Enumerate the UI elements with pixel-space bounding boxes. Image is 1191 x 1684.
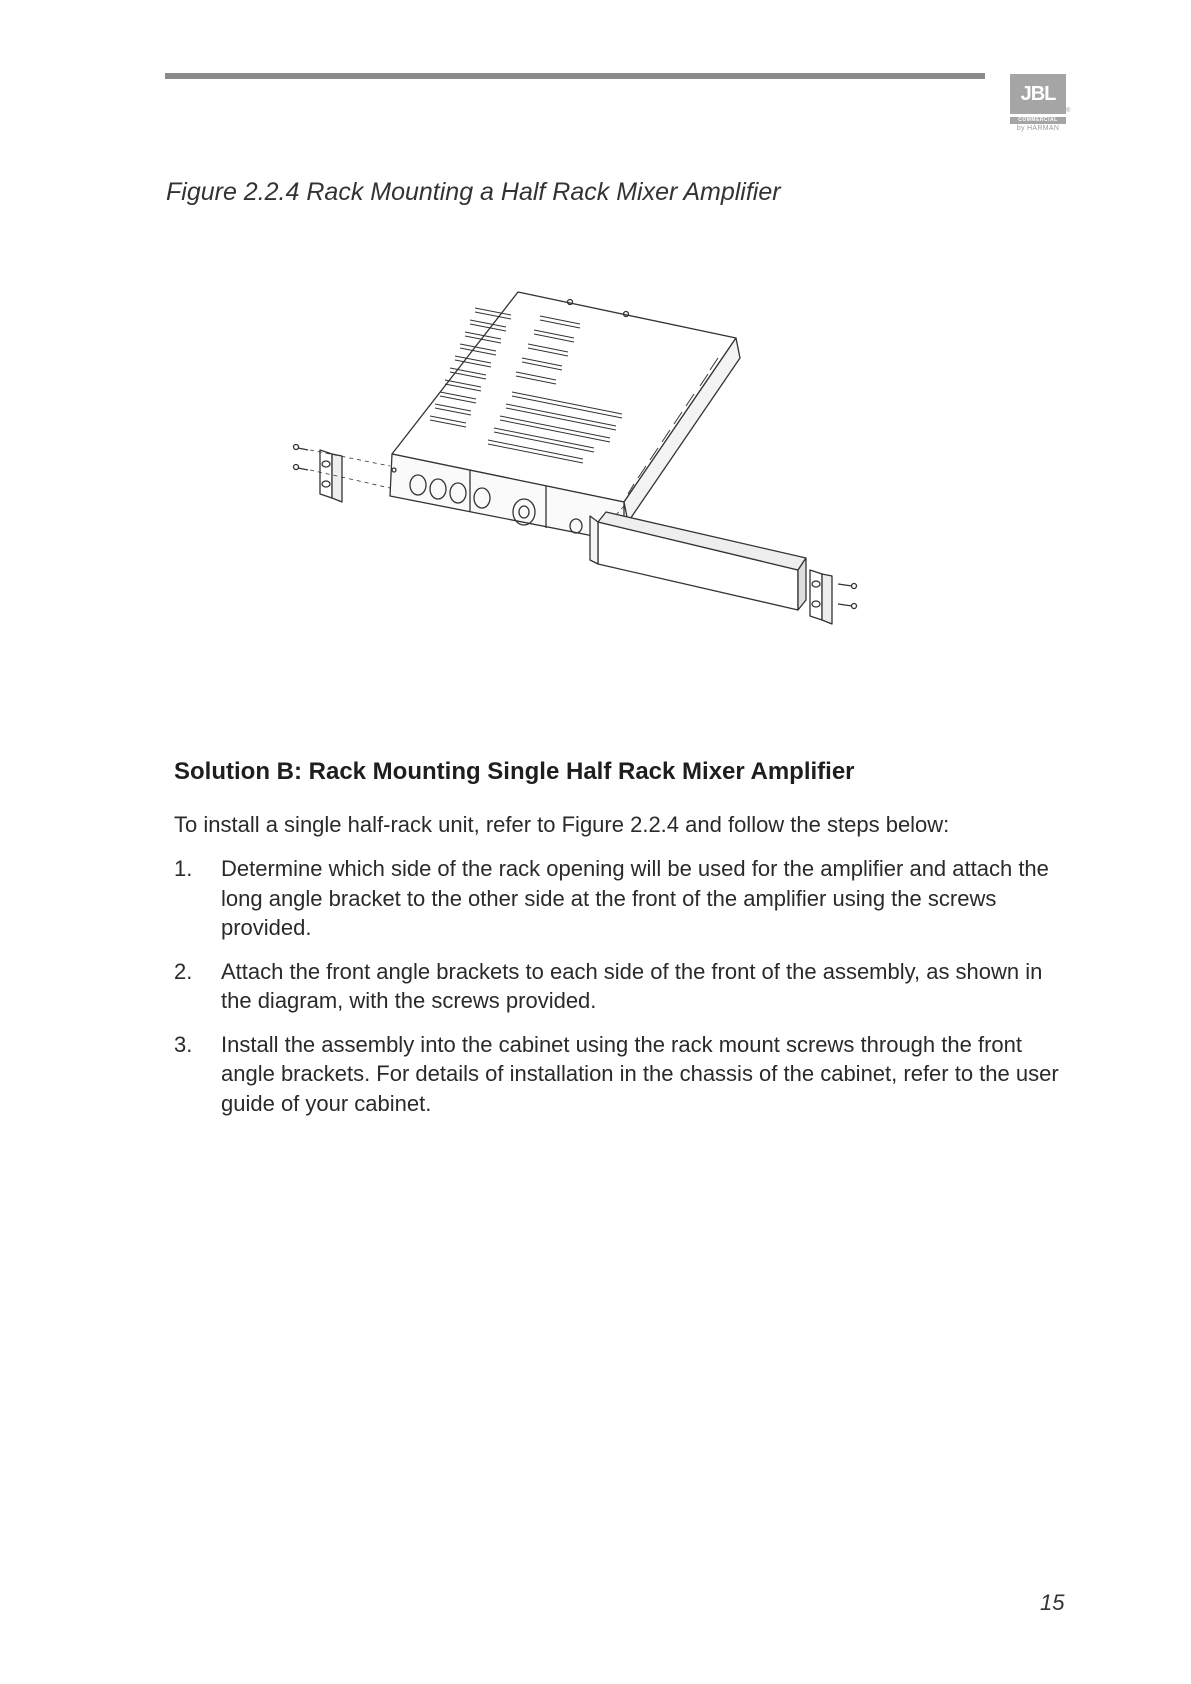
logo-brand: JBL xyxy=(1010,74,1066,114)
jbl-logo xyxy=(1010,74,1066,138)
figure-caption: Figure 2.2.4 Rack Mounting a Half Rack Mixer Amplifier xyxy=(166,178,781,206)
left-screws xyxy=(294,445,309,471)
step-item xyxy=(174,854,1074,943)
amplifier-chassis xyxy=(390,292,740,542)
step-number: 2. xyxy=(174,958,193,984)
step-number: 3. xyxy=(174,1031,193,1057)
logo-by: by HARMAN xyxy=(1016,125,1060,132)
logo-registered-mark: ® xyxy=(1066,108,1071,114)
intro-text: To install a single half-rack unit, refer to Figure 2.2.4 and follow the steps below: xyxy=(174,812,950,837)
step-text: Attach the front angle brackets to each side of the front of the assembly, as shown in the diagram, with the screws provided. xyxy=(221,958,1043,1013)
section-heading: Solution B: Rack Mounting Single Half Rack Mixer Amplifier xyxy=(174,758,855,785)
step-number: 1. xyxy=(174,856,193,881)
step-item xyxy=(174,957,1074,1016)
right-bracket xyxy=(810,570,832,624)
step-item xyxy=(174,1030,1074,1119)
rack-mount-diagram xyxy=(290,280,940,680)
logo-line: COMMERCIAL xyxy=(1010,117,1066,124)
steps-list xyxy=(174,854,1074,1132)
step-text: Install the assembly into the cabinet using the rack mount screws through the front angle brackets. For details of installation in the chassis of the cabinet, refer to the user guide of your cabinet. xyxy=(221,1031,1059,1116)
left-bracket xyxy=(320,450,342,502)
page-number: 15 xyxy=(1040,1590,1065,1615)
long-angle-bracket xyxy=(590,512,806,610)
header-rule xyxy=(165,73,985,79)
step-text: Determine which side of the rack opening will be used for the amplifier and attach the long angle bracket to the other side at the front of the amplifier using the screws provided. xyxy=(221,856,1049,940)
right-screws xyxy=(838,584,857,609)
